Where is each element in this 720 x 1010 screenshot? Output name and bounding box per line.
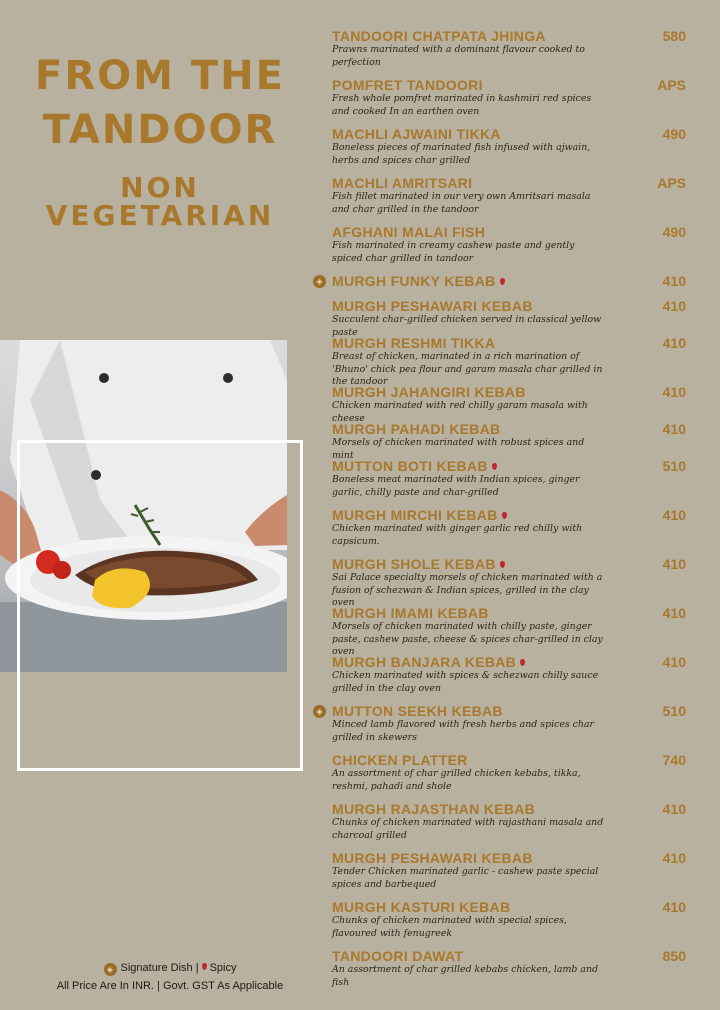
item-description: Chicken marinated with ginger garlic red chilly with capsicum. [332, 523, 583, 547]
heading-line-3: NON VEGETARIAN [45, 171, 275, 232]
item-description: Fresh whole pomfret marinated in kashmiri red spices and cooked In an earthen oven [332, 93, 592, 117]
item-price: 580 [662, 28, 686, 44]
item-description: Chunks of chicken marinated with rajasthani masala and charcoal grilled [332, 817, 604, 841]
item-price: 410 [662, 899, 686, 915]
menu-item [312, 28, 692, 77]
menu-item [312, 126, 692, 175]
item-name: TANDOORI CHATPATA JHINGA [332, 28, 546, 44]
item-name: MURGH FUNKY KEBAB [332, 273, 496, 289]
heading-line-1: FROM THE [35, 53, 285, 99]
item-description: Morsels of chicken marinated with chilly paste, ginger paste, cashew paste, cheese & spices char-grilled in clay oven [332, 621, 603, 657]
menu-item [312, 801, 692, 850]
legend-signature-label: Signature Dish [120, 962, 193, 974]
menu-item [312, 850, 692, 899]
signature-dish-icon: ◈ [313, 705, 326, 718]
menu-item [312, 298, 692, 338]
menu-item [312, 335, 692, 387]
item-name: MURGH RESHMI TIKKA [332, 335, 496, 351]
menu-item [312, 654, 692, 703]
item-name: MURGH PESHAWARI KEBAB [332, 298, 533, 314]
item-name: MURGH MIRCHI KEBAB [332, 507, 498, 523]
spicy-icon [202, 963, 207, 970]
menu-item [312, 224, 692, 273]
item-price: 410 [662, 654, 686, 670]
chef-plating-photo [0, 340, 287, 672]
item-name: MACHLI AMRITSARI [332, 175, 473, 191]
item-name: MUTTON BOTI KEBAB [332, 458, 488, 474]
legend [0, 962, 340, 975]
item-description: Boneless meat marinated with Indian spices, ginger garlic, chilly paste and char-grilled [332, 474, 580, 498]
item-description: Sai Palace specialty morsels of chicken marinated with a fusion of schezwan & Indian spices, grilled in the clay oven [332, 572, 603, 608]
spicy-icon [520, 659, 525, 666]
item-name: MURGH RAJASTHAN KEBAB [332, 801, 536, 817]
item-price: 410 [662, 384, 686, 400]
item-description: An assortment of char grilled kebabs chicken, lamb and fish [332, 964, 599, 988]
item-price: 410 [662, 273, 686, 289]
legend-separator: | [195, 962, 199, 974]
menu-list [312, 28, 692, 997]
menu-item [312, 703, 692, 752]
menu-item [312, 421, 692, 461]
item-price: 740 [662, 752, 686, 768]
menu-item [312, 175, 692, 224]
item-price: 510 [662, 703, 686, 719]
item-price: 410 [662, 850, 686, 866]
item-description: Chunks of chicken marinated with special spices, flavoured with fenugreek [332, 915, 567, 939]
item-description: An assortment of char grilled chicken kebabs, tikka, reshmi, pahadi and shole [332, 768, 581, 792]
menu-item [312, 77, 692, 126]
item-name: POMFRET TANDOORI [332, 77, 483, 93]
item-price: 410 [662, 507, 686, 523]
item-name: CHICKEN PLATTER [332, 752, 468, 768]
legend-spicy-label: Spicy [209, 962, 237, 974]
item-price: 850 [662, 948, 686, 964]
menu-item [312, 507, 692, 556]
item-name: MURGH SHOLE KEBAB [332, 556, 496, 572]
item-price: 410 [662, 605, 686, 621]
item-name: MACHLI AJWAINI TIKKA [332, 126, 501, 142]
item-name: MURGH PAHADI KEBAB [332, 421, 501, 437]
item-price: 410 [662, 801, 686, 817]
menu-item [312, 384, 692, 424]
menu-item [312, 273, 692, 298]
spicy-icon [502, 512, 507, 519]
item-description: Fish fillet marinated in our very own Amritsari masala and char grilled in the tandoor [332, 191, 591, 215]
item-description: Prawns marinated with a dominant flavour cooked to perfection [332, 44, 585, 68]
price-note: All Price Are In INR. | Govt. GST As Applicable [56, 980, 284, 992]
menu-item [312, 556, 692, 608]
item-price: 490 [662, 126, 686, 142]
item-name: MURGH PESHAWARI KEBAB [332, 850, 533, 866]
item-price: APS [657, 175, 686, 191]
item-name: AFGHANI MALAI FISH [332, 224, 486, 240]
menu-item [312, 458, 692, 507]
item-description: Succulent char-grilled chicken served in classical yellow paste [332, 314, 602, 338]
item-name: MURGH IMAMI KEBAB [332, 605, 489, 621]
item-price: 410 [662, 298, 686, 314]
item-name: TANDOORI DAWAT [332, 948, 464, 964]
menu-item [312, 752, 692, 801]
spicy-icon [492, 463, 497, 470]
item-price: APS [657, 77, 686, 93]
item-name: MURGH BANJARA KEBAB [332, 654, 517, 670]
menu-item [312, 948, 692, 997]
item-description: Minced lamb flavored with fresh herbs and spices char grilled in skewers [332, 719, 595, 743]
item-description: Breast of chicken, marinated in a rich marination of 'Bhuno' chick pea flour and garam masala char grilled in the tandoor [332, 351, 603, 387]
spicy-icon [500, 561, 505, 568]
item-name: MURGH JAHANGIRI KEBAB [332, 384, 526, 400]
item-description: Chicken marinated with spices & schezwan chilly sauce grilled in the clay oven [332, 670, 599, 694]
item-price: 410 [662, 421, 686, 437]
item-price: 410 [662, 335, 686, 351]
item-description: Fish marinated in creamy cashew paste and gently spiced char grilled in tandoor [332, 240, 575, 264]
signature-dish-icon: ◈ [104, 963, 117, 976]
heading-line-2: TANDOOR [42, 107, 278, 153]
item-description: Morsels of chicken marinated with robust spices and mint [332, 437, 585, 461]
item-description: Chicken marinated with red chilly garam masala with cheese [332, 400, 588, 424]
menu-item [312, 605, 692, 657]
item-price: 410 [662, 556, 686, 572]
menu-item [312, 899, 692, 948]
spicy-icon [500, 278, 505, 285]
item-price: 490 [662, 224, 686, 240]
item-price: 510 [662, 458, 686, 474]
item-description: Boneless pieces of marinated fish infused with ajwain, herbs and spices char grilled [332, 142, 591, 166]
signature-dish-icon: ◈ [313, 275, 326, 288]
item-name: MUTTON SEEKH KEBAB [332, 703, 503, 719]
item-name: MURGH KASTURI KEBAB [332, 899, 511, 915]
item-description: Tender Chicken marinated garlic - cashew paste special spices and barbequed [332, 866, 599, 890]
